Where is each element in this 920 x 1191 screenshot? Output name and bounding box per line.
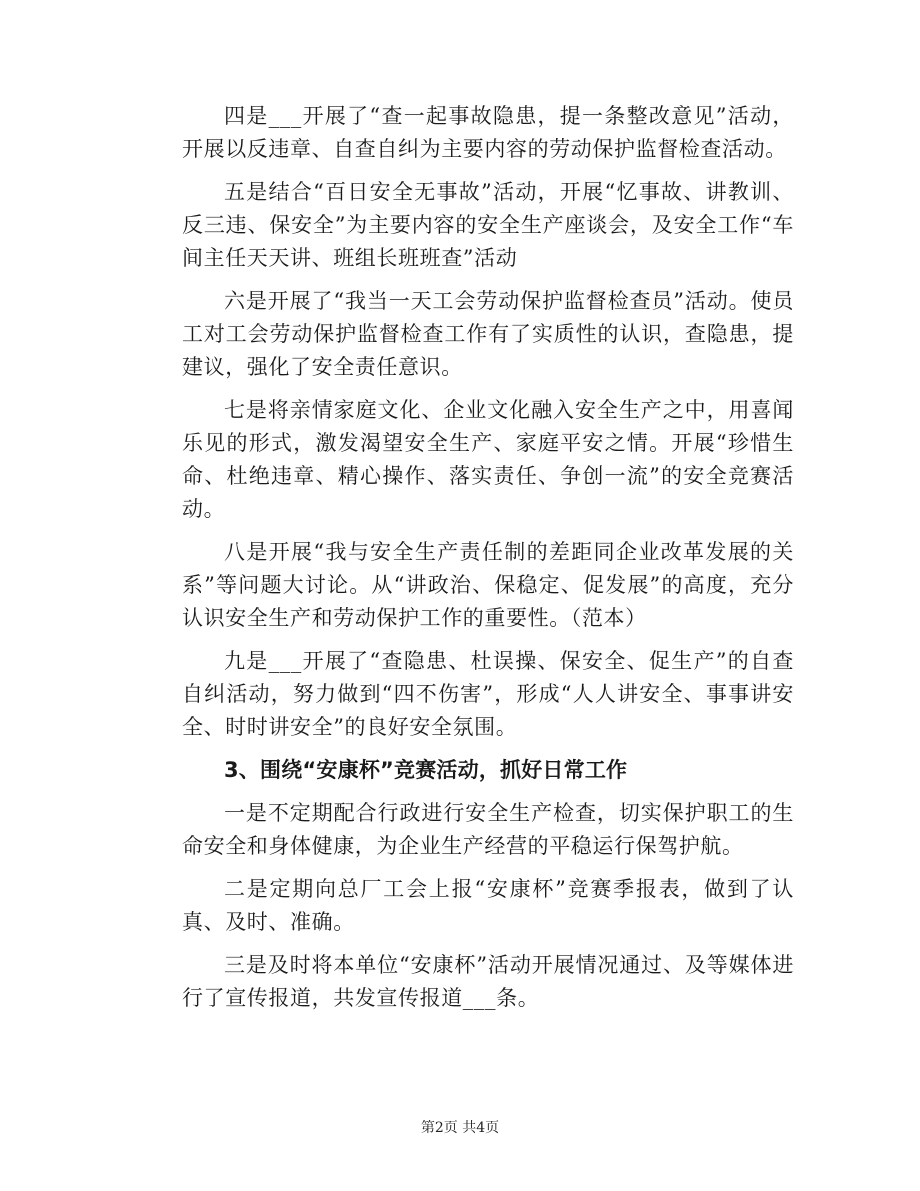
paragraph-item-9: 九是___开展了“查隐患、杜误操、保安全、促生产”的自查自纠活动，努力做到“四不伤害”，形成“人人讲安全、事事讲安全、时时讲安全”的良好安全氛围。 bbox=[182, 649, 794, 739]
section-paragraph-3: 三是及时将本单位“安康杯”活动开展情况通过、及等媒体进行了宣传报道，共发宣传报道___条。 bbox=[182, 953, 794, 1010]
paragraph-item-7: 七是将亲情家庭文化、企业文化融入安全生产之中，用喜闻乐见的形式，激发渴望安全生产、家庭平安之情。开展“珍惜生命、杜绝违章、精心操作、落实责任、争创一流”的安全竞赛活动。 bbox=[182, 398, 794, 521]
section-heading: 3、围绕“安康杯”竞赛活动，抓好日常工作 bbox=[224, 758, 628, 782]
paragraph-item-4: 四是___开展了“查一起事故隐患，提一条整改意见”活动，开展以反违章、自查自纠为主要内容的劳动保护监督检查活动。 bbox=[182, 104, 794, 161]
paragraph-item-8: 八是开展“我与安全生产责任制的差距同企业改革发展的关系”等问题大讨论。从“讲政治、保稳定、促发展”的高度，充分认识安全生产和劳动保护工作的重要性。（范本） bbox=[182, 540, 794, 630]
paragraph-item-6: 六是开展了“我当一天工会劳动保护监督检查员”活动。使员工对工会劳动保护监督检查工作有了实质性的认识，查隐患，提建议，强化了安全责任意识。 bbox=[182, 289, 794, 379]
section-paragraph-2: 二是定期向总厂工会上报“安康杯”竞赛季报表，做到了认真、及时、准确。 bbox=[182, 877, 794, 934]
paragraph-item-5: 五是结合“百日安全无事故”活动，开展“忆事故、讲教训、反三违、保安全”为主要内容的安全生产座谈会，及安全工作“车间主任天天讲、班组长班班查”活动 bbox=[182, 180, 794, 270]
page-number-footer: 第2页 共4页 bbox=[420, 1120, 500, 1136]
section-paragraph-1: 一是不定期配合行政进行安全生产检查，切实保护职工的生命安全和身体健康，为企业生产经营的平稳运行保驾护航。 bbox=[182, 801, 794, 858]
document-body bbox=[182, 100, 794, 1025]
